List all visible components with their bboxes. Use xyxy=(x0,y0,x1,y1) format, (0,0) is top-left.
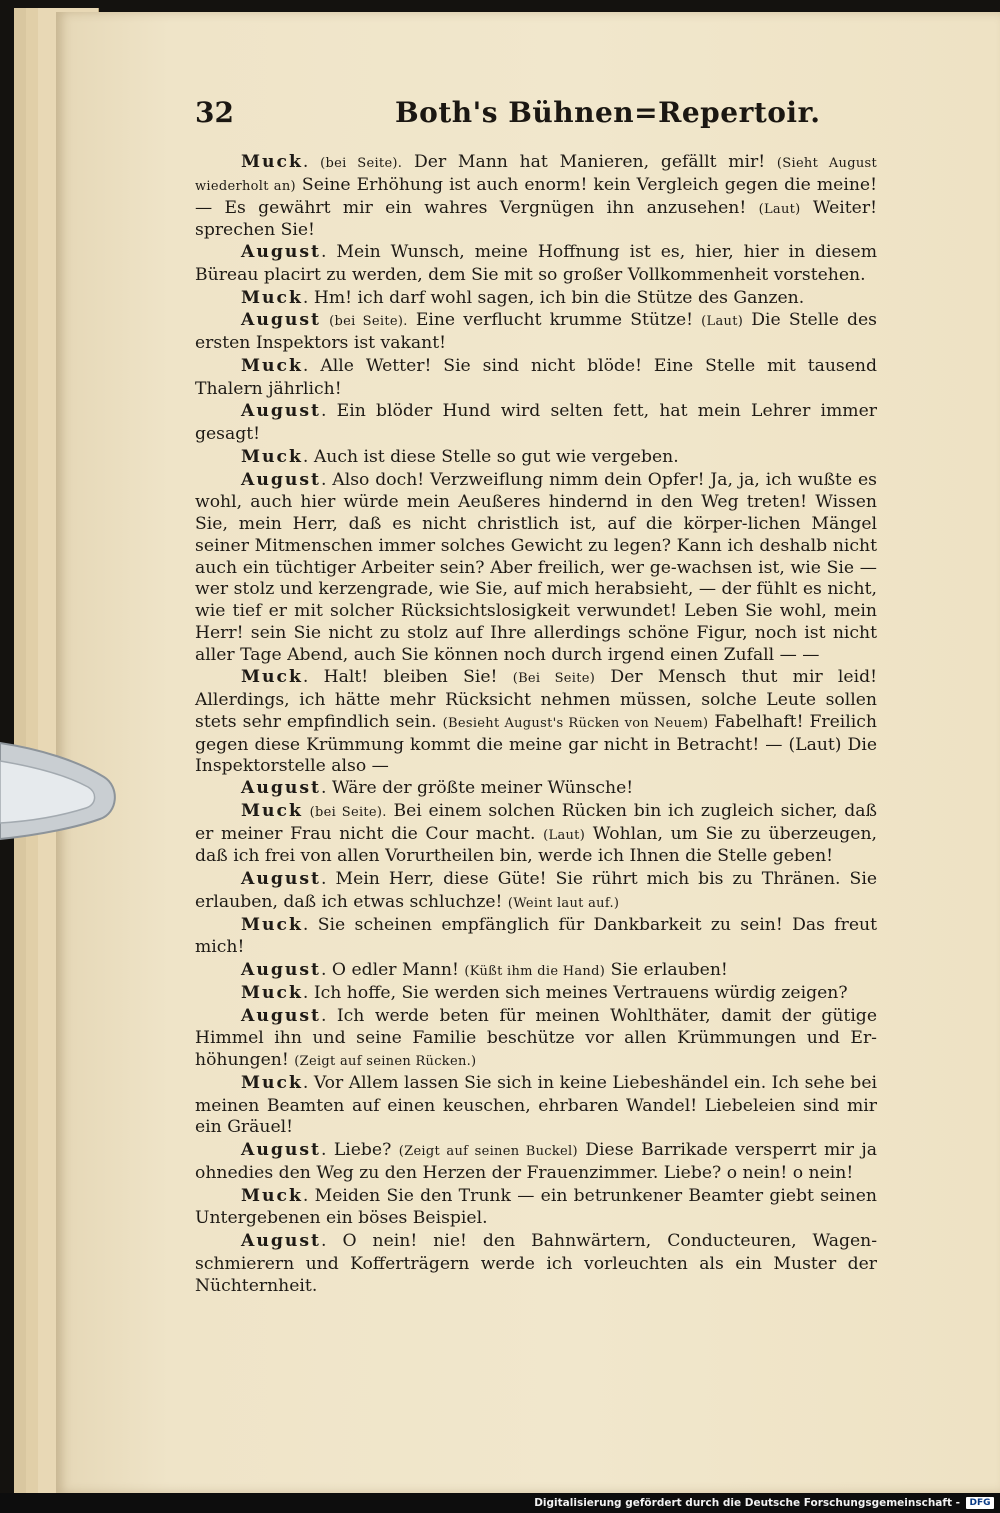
funding-notice: Digitalisierung gefördert durch die Deutsche Forschungsgemeinschaft - xyxy=(534,1497,960,1509)
running-header xyxy=(195,96,885,138)
dialogue-paragraph: Muck. Ich hoffe, Sie werden sich meines Vertrauens würdig zeigen? xyxy=(241,982,848,1003)
dialogue-paragraph: August. Mein Wunsch, meine Hoffnung ist es, hier, hier in diesem Büreau placirt zu werden, dem Sie mit so großer Vollkommenheit vorstehen. xyxy=(195,242,877,285)
running-title: Both's Bühnen=Repertoir. xyxy=(395,96,821,129)
speaker-name: August xyxy=(241,1231,321,1251)
dialogue-text: Vor Allem lassen Sie sich in keine Liebeshändel ein. Ich sehe bei meinen Beamten auf einen keuschen, ehrbaren Wandel! Liebeleien sind mir ein Gräuel! xyxy=(195,1072,877,1138)
speaker-name: Muck xyxy=(241,800,303,821)
speaker-name: Muck xyxy=(241,667,303,688)
page-number: 32 xyxy=(195,96,234,129)
speaker-name: Muck xyxy=(241,982,303,1003)
dialogue-text: Wäre der größte meiner Wünsche! xyxy=(331,778,634,798)
dialogue-text: Halt! bleiben Sie! xyxy=(323,667,513,688)
play-text xyxy=(195,152,877,1298)
speaker-name: August xyxy=(241,401,321,422)
dialogue-text: Fabelhaft! Freilich gegen diese Krümmung kommt die meine gar nicht in Betracht! — (Laut) Die Inspektorstelle also — xyxy=(195,711,877,777)
dialogue-paragraph: August. Ich werde beten für meinen Wohlthäter, damit der gütige Himmel ihn und seine Familie beschütze vor allen Krümmungen und Er-höhungen! (Zeigt auf seinen Rücken.) xyxy=(195,1005,877,1070)
speaker-name: August xyxy=(241,1140,321,1160)
stage-direction: (Laut) xyxy=(543,827,586,843)
dialogue-paragraph xyxy=(195,310,877,356)
dialogue-text: Hm! ich darf wohl sagen, ich bin die Stütze des Ganzen. xyxy=(313,287,805,308)
dialogue-text: Meiden Sie den Trunk — ein betrunkener Beamter giebt seinen Untergebenen ein böses Beispiel. xyxy=(195,1185,877,1229)
dialogue-text: Die Stelle des ersten Inspektors ist vakant! xyxy=(195,310,877,353)
dialogue-paragraph: Muck. Alle Wetter! Sie sind nicht blöde! Eine Stelle mit tausend Thalern jährlich! xyxy=(195,355,878,399)
speaker-name: August xyxy=(241,242,321,262)
speaker-name: Muck xyxy=(241,152,303,172)
dialogue-paragraph: Muck. Auch ist diese Stelle so gut wie vergeben. xyxy=(241,446,679,467)
dialogue-text: Eine verflucht krumme Stütze! xyxy=(407,310,702,331)
dialogue-text: Auch ist diese Stelle so gut wie vergeben. xyxy=(313,446,679,467)
dialogue-paragraph: August. Also doch! Verzweiflung nimm dein Opfer! Ja, ja, ich wußte es wohl, auch hier würde mein Aeußeres hindernd in den Weg treten! Wissen Sie, mein Herr, daß es nicht christlich ist, auf die körper-lichen Mängel seiner Mitmenschen immer solches Gewicht zu legen? Kann ich deshalb nicht auch ein tüchtiger Arbeiter sein? Aber freilich, wer ge-wachsen ist, wie Sie — wer stolz und kerzengrade, wie Sie, auf mich herabsieht, — der fühlt es nicht, wie tief er mit solcher Rücksichtslosigkeit verwundet! Leben Sie wohl, mein Herr! sein Sie nicht zu stolz auf Ihre allerdings schöne Figur, noch ist nicht aller Tage Abend, auch Sie können noch durch irgend einen Zufall — — xyxy=(195,469,877,665)
speaker-name: Muck xyxy=(241,446,303,467)
dialogue-text: Ich werde beten für meinen Wohlthäter, damit der gütige Himmel ihn und seine Familie beschütze vor allen Krümmungen und Er-höhungen! xyxy=(195,1005,877,1070)
stage-direction: (Bei Seite) xyxy=(512,671,596,687)
dialogue-text: Sie erlauben! xyxy=(605,960,728,980)
stage-direction: (Zeigt auf seinen Buckel) xyxy=(398,1144,578,1159)
dialogue-text: Mein Herr, diese Güte! Sie rührt mich bis zu Thränen. Sie erlauben, daß ich etwas schluchze! xyxy=(195,869,877,912)
dialogue-text: O nein! nie! den Bahnwärtern, Conducteuren, Wagen-schmierern und Kofferträgern werde ich vorleuchten als ein Muster der Nüchternheit. xyxy=(195,1231,878,1296)
dialogue-text: Ich hoffe, Sie werden sich meines Vertrauens würdig zeigen? xyxy=(313,982,848,1003)
dialogue-paragraph: August. O edler Mann! (Küßt ihm die Hand) Sie erlauben! xyxy=(241,960,728,980)
speaker-name: August xyxy=(241,310,321,331)
stage-direction: (Küßt ihm die Hand) xyxy=(464,964,606,979)
dialogue-paragraph: August. Mein Herr, diese Güte! Sie rührt mich bis zu Thränen. Sie erlauben, daß ich etwas schluchze! (Weint laut auf.) xyxy=(195,869,877,912)
dialogue-text: Ein blöder Hund wird selten fett, hat mein Lehrer immer gesagt! xyxy=(195,401,877,444)
stage-direction: (bei Seite). xyxy=(320,156,403,171)
dialogue-paragraph: August. Ein blöder Hund wird selten fett, hat mein Lehrer immer gesagt! xyxy=(195,401,877,444)
speaker-name: Muck xyxy=(241,914,303,935)
speaker-name: August xyxy=(241,869,321,889)
dialogue-text: Sie scheinen empfänglich für Dankbarkeit zu sein! Das freut mich! xyxy=(195,914,877,958)
dialogue-text: Der Mann hat Manieren, gefällt mir! xyxy=(402,152,777,172)
dialogue-paragraph: August. Liebe? (Zeigt auf seinen Buckel) Diese Barrikade versperrt mir ja ohnedies den Weg zu den Herzen der Frauenzimmer. Liebe? o nein! o nein! xyxy=(195,1140,878,1183)
dialogue-paragraph: Muck. (bei Seite). Der Mann hat Manieren, gefällt mir! (Sieht August wiederholt an) Seine Erhöhung ist auch enorm! kein Vergleich gegen die meine! — Es gewährt mir ein wahres Vergnügen ihn anzusehen! (Laut) Weiter! sprechen Sie! xyxy=(195,152,877,241)
speaker-name: August xyxy=(241,778,321,798)
dialogue-paragraph: Muck. Meiden Sie den Trunk — ein betrunkener Beamter giebt seinen Untergebenen ein böses Beispiel. xyxy=(195,1185,877,1229)
speaker-name: August xyxy=(241,1005,321,1026)
dialogue-paragraph: Muck. Vor Allem lassen Sie sich in keine Liebeshändel ein. Ich sehe bei meinen Beamten auf einen keuschen, ehrbaren Wandel! Liebeleien sind mir ein Gräuel! xyxy=(195,1072,877,1138)
dfg-logo: DFG xyxy=(966,1497,994,1509)
dialogue-paragraph: Muck. Halt! bleiben Sie! (Bei Seite) Der Mensch thut mir leid! Allerdings, ich hätte mehr Rücksicht nehmen müssen, solche Leute sollen stets sehr empfindlich sein. (Besieht August's Rücken von Neuem) Fabelhaft! Freilich gegen diese Krümmung kommt die meine gar nicht in Betracht! — (Laut) Die Inspektorstelle also — xyxy=(195,667,877,777)
dialogue-text: O edler Mann! xyxy=(331,960,465,980)
stage-direction: (Zeigt auf seinen Rücken.) xyxy=(294,1054,477,1069)
dialogue-paragraph xyxy=(195,801,877,869)
page-clip-icon xyxy=(0,735,118,847)
speaker-name: Muck xyxy=(241,1185,303,1206)
stage-direction: (Laut) xyxy=(758,201,801,217)
speaker-name: August xyxy=(241,469,321,490)
dialogue-paragraph: Muck. Sie scheinen empfänglich für Dankbarkeit zu sein! Das freut mich! xyxy=(195,914,877,958)
dialogue-paragraph: Muck. Hm! ich darf wohl sagen, ich bin die Stütze des Ganzen. xyxy=(241,287,805,308)
speaker-name: Muck xyxy=(241,287,303,308)
dialogue-text: Alle Wetter! Sie sind nicht blöde! Eine Stelle mit tausend Thalern jährlich! xyxy=(195,355,878,399)
stage-direction: (Weint laut auf.) xyxy=(507,895,620,911)
stage-direction: (Sieht August wiederholt an) xyxy=(195,156,877,194)
speaker-name: Muck xyxy=(241,355,303,376)
stage-direction: (bei Seite). xyxy=(309,804,387,820)
dialogue-text: Liebe? xyxy=(333,1140,399,1160)
dialogue-text: Weiter! sprechen Sie! xyxy=(195,197,877,241)
digitization-footer xyxy=(0,1493,1000,1513)
dialogue-paragraph: August. Wäre der größte meiner Wünsche! xyxy=(241,778,634,798)
dialogue-text: Wohlan, um Sie zu überzeugen, daß ich frei von allen Vorurtheilen bin, werde ich Ihnen die Stelle geben! xyxy=(195,823,877,867)
dialogue-text: Bei einem solchen Rücken bin ich zugleich sicher, daß er meiner Frau nicht die Cour macht. xyxy=(195,800,877,844)
stage-direction: (bei Seite). xyxy=(329,314,408,330)
dialogue-paragraph: August. O nein! nie! den Bahnwärtern, Conducteuren, Wagen-schmierern und Kofferträgern werde ich vorleuchten als ein Muster der Nüchternheit. xyxy=(195,1231,878,1296)
dialogue-text: Mein Wunsch, meine Hoffnung ist es, hier, hier in diesem Büreau placirt zu werden, dem Sie mit so großer Vollkommenheit vorstehen. xyxy=(195,242,877,285)
stage-direction: (Besieht August's Rücken von Neuem) xyxy=(442,715,709,731)
dialogue-text: Also doch! Verzweiflung nimm dein Opfer! Ja, ja, ich wußte es wohl, auch hier würde mein Aeußeres hindernd in den Weg treten! Wissen Sie, mein Herr, daß es nicht christlich ist, auf die körper-lichen Mängel seiner Mitmenschen immer solches Gewicht zu legen? Kann ich deshalb nicht auch ein tüchtiger Arbeiter sein? Aber freilich, wer ge-wachsen ist, wie Sie — wer stolz und kerzengrade, wie Sie, auf mich herabsieht, — der fühlt es nicht, wie tief er mit solcher Rücksichtslosigkeit verwundet! Leben Sie wohl, mein Herr! sein Sie nicht zu stolz auf Ihre allerdings schöne Figur, noch ist nicht aller Tage Abend, auch Sie können noch durch irgend einen Zufall — — xyxy=(195,469,877,665)
speaker-name: Muck xyxy=(241,1072,303,1093)
dialogue-text: Der Mensch thut mir leid! Allerdings, ich hätte mehr Rücksicht nehmen müssen, solche Leute sollen stets sehr empfindlich sein. xyxy=(195,667,877,732)
stage-direction: (Laut) xyxy=(701,314,744,330)
dialogue-text: Diese Barrikade versperrt mir ja ohnedies den Weg zu den Herzen der Frauenzimmer. Liebe? o nein! o nein! xyxy=(195,1140,878,1183)
speaker-name: August xyxy=(241,960,321,980)
dialogue-text: Seine Erhöhung ist auch enorm! kein Vergleich gegen die meine! — Es gewährt mir ein wahres Vergnügen ihn anzusehen! xyxy=(195,174,877,218)
